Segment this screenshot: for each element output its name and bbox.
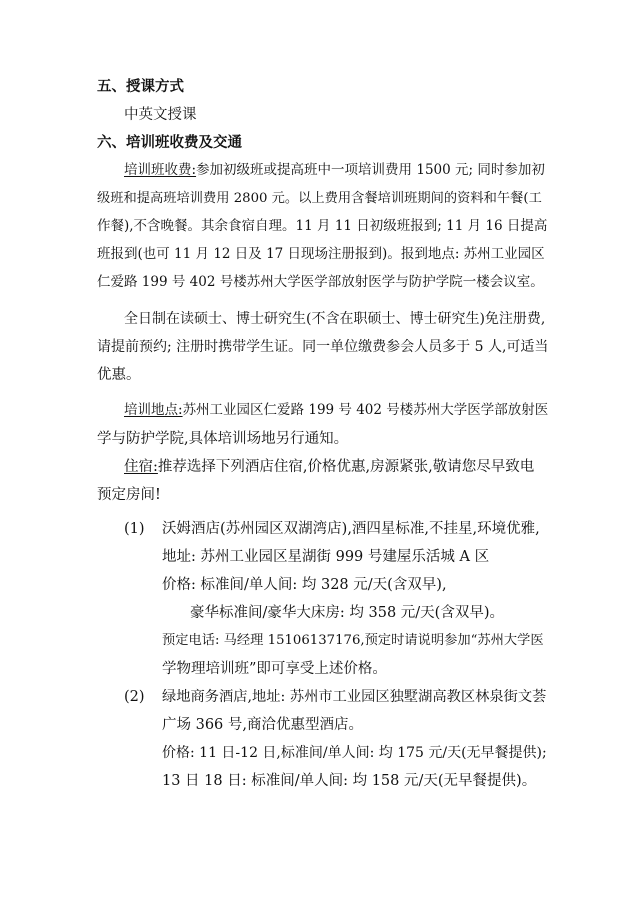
section-heading-fees: 六、培训班收费及交通 — [97, 135, 242, 151]
student-paragraph-line: 请提前预约; 注册时携带学生证。同一单位缴费参会人员多于 5 人,可适当 — [97, 339, 549, 355]
hotel-line: 价格: 11 日-12 日,标准间/单人间: 均 175 元/天(无早餐提供); — [162, 745, 547, 761]
venue-paragraph-line — [124, 404, 548, 418]
hotel-line: 豪华标准间/豪华大床房: 均 358 元/天(含双早)。 — [190, 605, 504, 621]
hotel-line: 学物理培训班”即可享受上述价格。 — [162, 661, 387, 677]
hotel-number: (1) — [124, 521, 145, 537]
student-paragraph-line: 优惠。 — [97, 367, 141, 383]
student-paragraph-line: 全日制在读硕士、博士研究生(不含在职硕士、博士研究生)免注册费, — [124, 311, 546, 327]
hotel-line: 13 日 18 日: 标准间/单人间: 均 158 元/天(无早餐提供)。 — [162, 773, 537, 789]
hotel-line: 广场 366 号,商洽优惠型酒店。 — [162, 717, 364, 733]
teaching-method-text: 中英文授课 — [124, 107, 197, 123]
fee-paragraph-line: 仁爱路 199 号 402 号楼苏州大学医学部放射医学与防护学院一楼会议室。 — [97, 274, 544, 290]
fee-paragraph-line: 作餐),不含晚餐。其余食宿自理。11 月 11 日初级班报到; 11 月 16 日提高 — [97, 218, 548, 234]
hotel-line: 预定电话: 马经理 15106137176,预定时请说明参加“苏州大学医 — [162, 633, 544, 648]
venue-label: 培训地点: — [124, 402, 183, 418]
hotel-number: (2) — [124, 689, 145, 705]
lodging-paragraph-line — [124, 460, 534, 475]
lodging-paragraph-line: 预定房间! — [97, 487, 161, 503]
lodging-label: 住宿: — [124, 459, 158, 475]
hotel-line: 地址: 苏州工业园区星湖街 999 号建屋乐活城 A 区 — [162, 549, 490, 565]
fee-label: 培训班收费: — [124, 162, 197, 178]
venue-text: 苏州工业园区仁爱路 199 号 402 号楼苏州大学医学部放射医 — [182, 402, 549, 418]
hotel-line: 沃姆酒店(苏州园区双湖湾店),酒四星标准,不挂星,环境优雅, — [162, 521, 540, 537]
section-heading-teaching: 五、授课方式 — [97, 79, 184, 95]
fee-paragraph-line: 班报到(也可 11 月 12 日及 17 日现场注册报到)。报到地点: 苏州工业园区 — [97, 246, 545, 262]
lodging-text: 推荐选择下列酒店住宿,价格优惠,房源紧张,敬请您尽早致电 — [157, 459, 535, 475]
fee-text: 参加初级班或提高班中一项培训费用 1500 元; 同时参加初 — [196, 162, 545, 178]
hotel-line: 价格: 标准间/单人间: 均 328 元/天(含双早), — [162, 577, 447, 593]
fee-paragraph-line — [124, 164, 545, 178]
fee-paragraph-line: 级班和提高班培训费用 2800 元。以上费用含餐培训班期间的资料和午餐(工 — [97, 191, 542, 206]
venue-paragraph-line: 学与防护学院,具体培训场地另行通知。 — [97, 431, 349, 447]
hotel-line: 绿地商务酒店,地址: 苏州市工业园区独墅湖高教区林泉街文荟 — [162, 689, 547, 705]
